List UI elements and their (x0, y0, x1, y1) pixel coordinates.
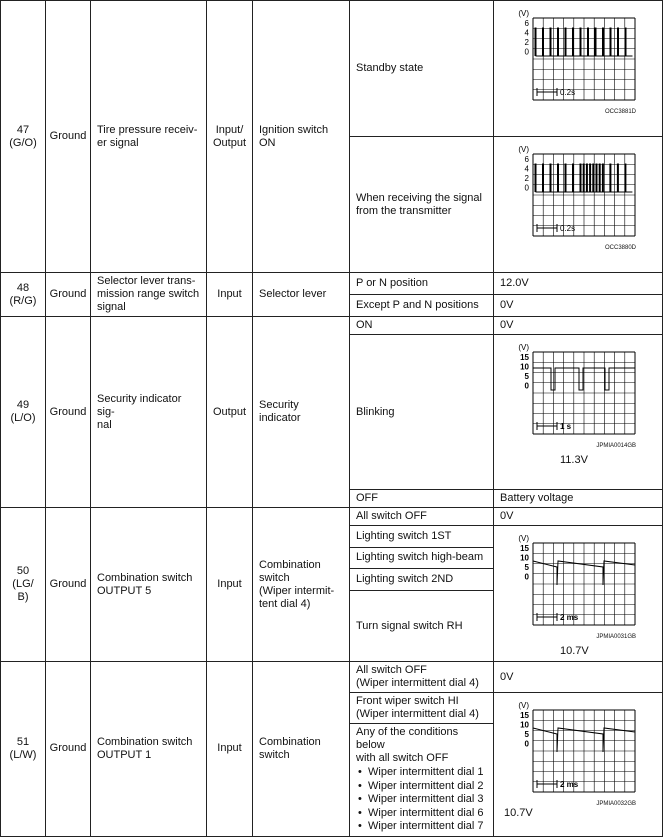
condition-state: Blinking (350, 335, 494, 490)
table-row (1, 508, 663, 526)
figure-code: OCC3881D (604, 109, 636, 115)
figure-code: JPMIA0014GB (596, 443, 636, 449)
signal-description: Tire pressure receiv- er signal (91, 1, 207, 273)
condition-state: Any of the conditions below with all switch OFF • Wiper intermittent dial 1 • Wiper intermittent dial 2 • Wiper intermittent dial 3 • Wiper intermittent dial 6 • Wiper intermittent dial 7 (350, 724, 494, 837)
condition-state: Front wiper switch HI (Wiper intermittent dial 4) (350, 693, 494, 724)
terminal-number: 49 (L/O) (1, 317, 46, 508)
terminal-number: 47 (G/O) (1, 1, 46, 273)
waveform-trace (535, 164, 632, 192)
table-row (1, 1, 663, 137)
voltage-value (494, 1, 663, 137)
ground-terminal: Ground (46, 317, 91, 508)
list-item: • Wiper intermittent dial 3 (368, 793, 487, 807)
input-output: Input (207, 662, 253, 837)
scope-tick: 2 (524, 174, 529, 183)
scope-tick: 15 (520, 353, 529, 362)
measuring-condition: Selector lever (253, 273, 350, 317)
scope-tick: 0 (524, 739, 529, 749)
input-output: Input (207, 508, 253, 662)
scope-tick: 6 (524, 155, 529, 164)
scope-time-division: 1 s (560, 422, 572, 431)
condition-state: P or N position (350, 273, 494, 295)
scope-tick: 5 (524, 372, 529, 381)
voltage-value (494, 137, 663, 273)
oscilloscope-waveform (499, 338, 657, 442)
scope-tick: 10 (520, 362, 529, 372)
voltage-reading: 10.7V (504, 807, 533, 819)
scope-tick: 10 (520, 720, 529, 730)
condition-state: OFF (350, 490, 494, 508)
list-item: • Wiper intermittent dial 2 (368, 780, 487, 794)
scope-tick: 15 (520, 544, 529, 553)
list-item: • Wiper intermittent dial 1 (368, 766, 487, 780)
ground-terminal: Ground (46, 662, 91, 837)
scope-tick: 15 (520, 711, 529, 720)
measuring-condition: Combination switch (Wiper intermit- tent dial 4) (253, 508, 350, 662)
oscilloscope-waveform (499, 140, 657, 244)
condition-state: Lighting switch 1ST (350, 526, 494, 548)
scope-units: (V) (518, 343, 529, 352)
scope-tick: 5 (524, 563, 529, 572)
scope-tick: 0 (524, 572, 529, 582)
voltage-value: 0V (494, 295, 663, 317)
scope-tick: 6 (524, 19, 529, 28)
terminal-number: 50 (LG/ B) (1, 508, 46, 662)
voltage-value: 12.0V (494, 273, 663, 295)
scope-time-division: 2 ms (560, 780, 579, 789)
condition-state: Turn signal switch RH (350, 591, 494, 662)
oscilloscope-waveform (499, 4, 657, 108)
input-output: Input/ Output (207, 1, 253, 273)
scope-tick: 4 (524, 164, 529, 174)
condition-state: All switch OFF (Wiper intermittent dial 4) (350, 662, 494, 693)
voltage-value (494, 526, 663, 662)
scope-tick: 10 (520, 553, 529, 563)
table-row (1, 273, 663, 295)
figure-code: OCC3880D (604, 245, 636, 251)
condition-state: Lighting switch high-beam (350, 547, 494, 569)
input-output: Output (207, 317, 253, 508)
table-row (1, 662, 663, 693)
condition-state: Except P and N positions (350, 295, 494, 317)
voltage-reading: 10.7V (560, 645, 589, 657)
scope-time-division: 0.2s (560, 88, 576, 97)
ground-terminal: Ground (46, 508, 91, 662)
oscilloscope-waveform (499, 696, 657, 800)
voltage-value (494, 693, 663, 837)
ground-terminal: Ground (46, 1, 91, 273)
scope-units: (V) (518, 534, 529, 543)
input-output: Input (207, 273, 253, 317)
signal-description: Combination switch OUTPUT 1 (91, 662, 207, 837)
voltage-value: 0V (494, 317, 663, 335)
scope-units: (V) (518, 701, 529, 710)
measuring-condition: Combination switch (253, 662, 350, 837)
scope-units: (V) (518, 9, 529, 18)
condition-state: Lighting switch 2ND (350, 569, 494, 591)
measuring-condition: Ignition switch ON (253, 1, 350, 273)
condition-state: Standby state (350, 1, 494, 137)
condition-state: When receiving the signal from the transmitter (350, 137, 494, 273)
scope-units: (V) (518, 145, 529, 154)
scope-time-division: 2 ms (560, 613, 579, 622)
voltage-value: 0V (494, 662, 663, 693)
voltage-value: Battery voltage (494, 490, 663, 508)
measuring-condition: Security indicator (253, 317, 350, 508)
signal-description: Security indicator sig- nal (91, 317, 207, 508)
list-item: • Wiper intermittent dial 6 (368, 807, 487, 821)
condition-state: ON (350, 317, 494, 335)
scope-tick: 0 (524, 381, 529, 391)
oscilloscope-waveform (499, 529, 657, 633)
figure-code: JPMIA0032GB (596, 801, 636, 807)
signal-description: Combination switch OUTPUT 5 (91, 508, 207, 662)
table-row (1, 317, 663, 335)
terminal-number: 48 (R/G) (1, 273, 46, 317)
scope-tick: 2 (524, 38, 529, 47)
scope-tick: 4 (524, 28, 529, 38)
voltage-reading: 11.3V (560, 454, 588, 466)
scope-time-division: 0.2s (560, 224, 576, 233)
condition-state: All switch OFF (350, 508, 494, 526)
signal-description: Selector lever trans- mission range switch signal (91, 273, 207, 317)
scope-tick: 0 (524, 183, 529, 193)
figure-code: JPMIA0031GB (596, 634, 636, 640)
voltage-value: 0V (494, 508, 663, 526)
voltage-value (494, 335, 663, 490)
ground-terminal: Ground (46, 273, 91, 317)
scope-tick: 0 (524, 47, 529, 57)
condition-list (356, 766, 487, 834)
terminal-number: 51 (L/W) (1, 662, 46, 837)
scope-tick: 5 (524, 730, 529, 739)
list-item: • Wiper intermittent dial 7 (368, 820, 487, 834)
